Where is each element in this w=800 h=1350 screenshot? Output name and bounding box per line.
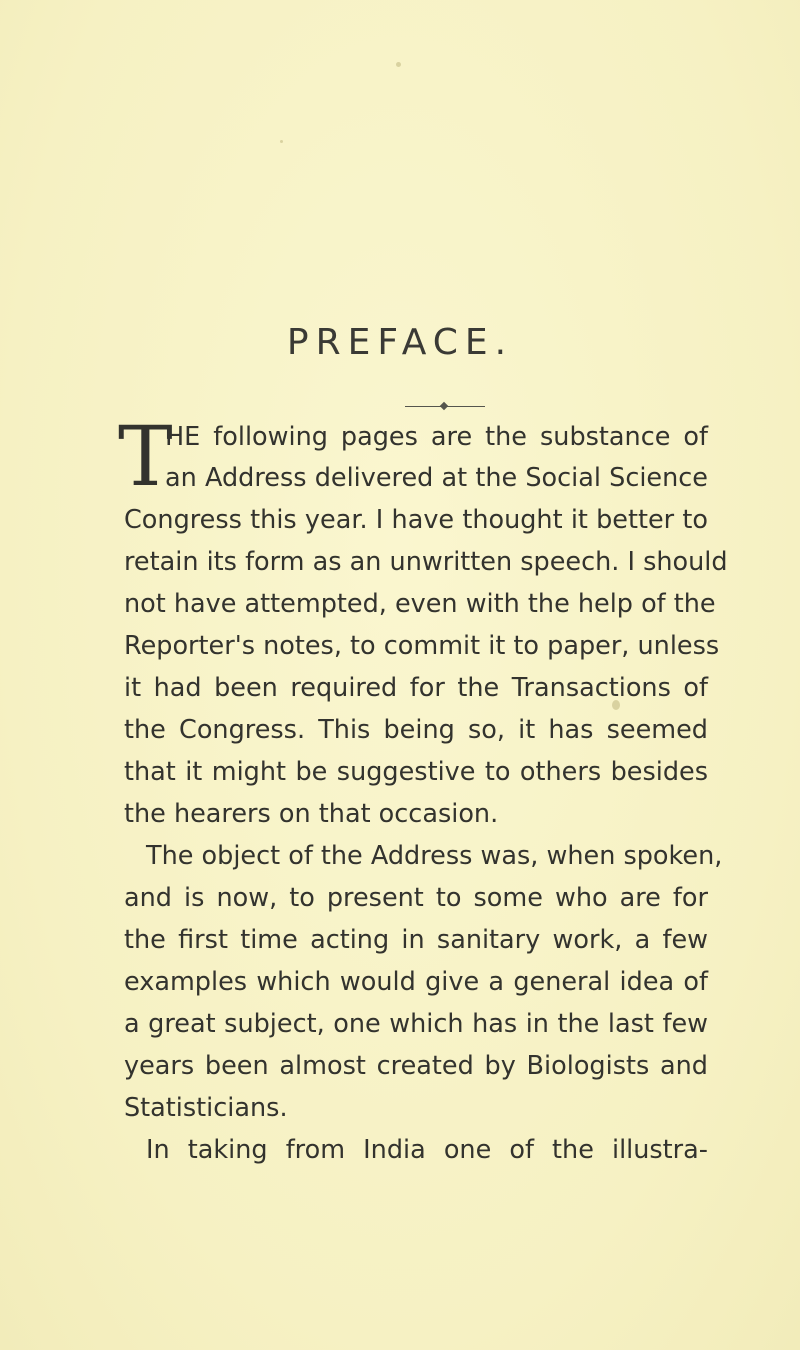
text-line: examples which would give a general idea of [124,967,708,997]
text-line: Congress this year. I have thought it better to [124,505,708,535]
text-line: that it might be suggestive to others besides [124,757,708,787]
text-line: it had been required for the Transactions of [124,673,708,703]
text-line: an Address delivered at the Social Science [165,463,708,493]
text-line: the Congress. This being so, it has seemed [124,715,708,745]
text-line: the first time acting in sanitary work, a few [124,925,708,955]
paper-speck [280,140,283,143]
text-line: Statisticians. [124,1093,288,1123]
text-line: In taking from India one of the illustra- [146,1135,708,1165]
text-line: years been almost created by Biologists and [124,1051,708,1081]
paper-speck [396,62,401,67]
text-line: not have attempted, even with the help of the [124,589,716,619]
divider-ornament-icon [440,402,448,410]
text-line: the hearers on that occasion. [124,799,499,829]
text-line: Reporter's notes, to commit it to paper, unless [124,631,720,661]
page-title: PREFACE. [286,322,514,363]
text-line: The object of the Address was, when spoken, [146,841,723,871]
drop-cap: T [118,410,173,505]
text-line: a great subject, one which has in the last few [124,1009,708,1039]
text-line: and is now, to present to some who are for [124,883,708,913]
text-line: HE following pages are the substance of [165,422,708,452]
text-line: retain its form as an unwritten speech. I should [124,547,728,577]
